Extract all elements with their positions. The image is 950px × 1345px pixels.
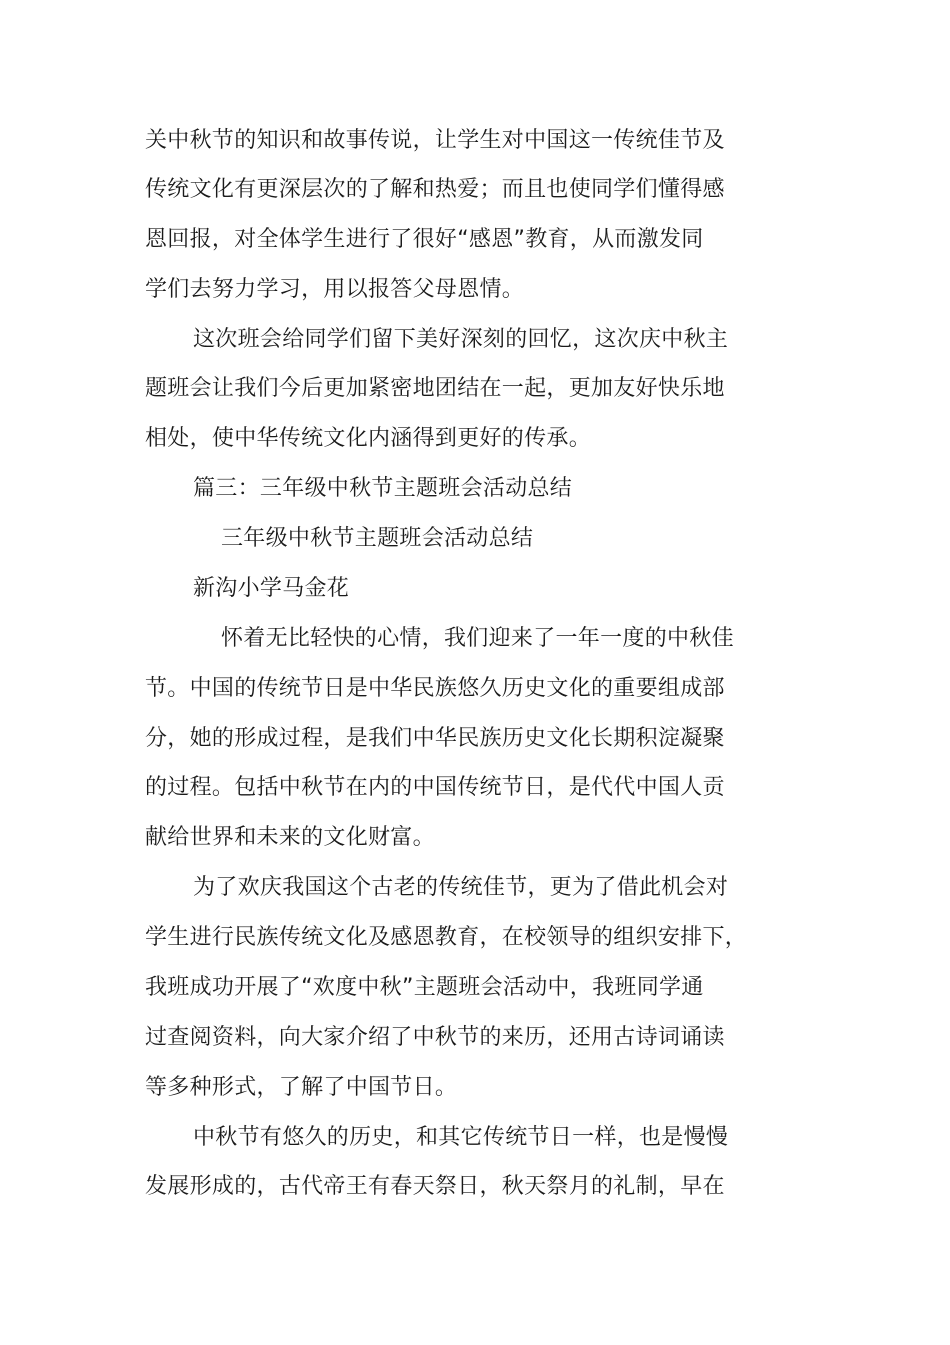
text-line: 献给世界和未来的文化财富。 [145,825,435,850]
paragraph-first-line: 为了欢庆我国这个古老的传统佳节，更为了借此机会对 [193,875,729,900]
text-line: 节。中国的传统节日是中华民族悠久历史文化的重要组成部 [145,676,725,701]
section-heading: 篇三：三年级中秋节主题班会活动总结 [193,476,573,501]
paragraph-first-line: 这次班会给同学们留下美好深刻的回忆，这次庆中秋主 [193,327,729,352]
author-line: 新沟小学马金花 [193,576,350,601]
paragraph-first-line: 中秋节有悠久的历史，和其它传统节日一样，也是慢慢 [193,1125,729,1150]
text-line: 分，她的形成过程，是我们中华民族历史文化长期积淀凝聚 [145,726,725,751]
text-line: 发展形成的，古代帝王有春天祭日，秋天祭月的礼制，早在 [145,1174,725,1199]
text-line: 关中秋节的知识和故事传说，让学生对中国这一传统佳节及 [145,128,725,153]
text-line: 的过程。包括中秋节在内的中国传统节日，是代代中国人贡 [145,775,725,800]
text-line: 过查阅资料，向大家介绍了中秋节的来历，还用古诗词诵读 [145,1025,725,1050]
text-line: 等多种形式，了解了中国节日。 [145,1075,458,1100]
text-line: 题班会让我们今后更加紧密地团结在一起，更加友好快乐地 [145,376,725,401]
text-line: 恩回报，对全体学生进行了很好“感恩”教育，从而激发同 [145,227,704,252]
text-line: 学们去努力学习，用以报答父母恩情。 [145,277,525,302]
text-line: 相处，使中华传统文化内涵得到更好的传承。 [145,426,592,451]
text-line: 我班成功开展了“欢度中秋”主题班会活动中，我班同学通 [145,975,704,1000]
text-line: 传统文化有更深层次的了解和热爱；而且也使同学们懂得感 [145,177,725,202]
paragraph-first-line: 怀着无比轻快的心情，我们迎来了一年一度的中秋佳 [221,626,734,651]
article-title: 三年级中秋节主题班会活动总结 [221,526,534,551]
text-line: 学生进行民族传统文化及感恩教育，在校领导的组织安排下， [145,925,748,950]
